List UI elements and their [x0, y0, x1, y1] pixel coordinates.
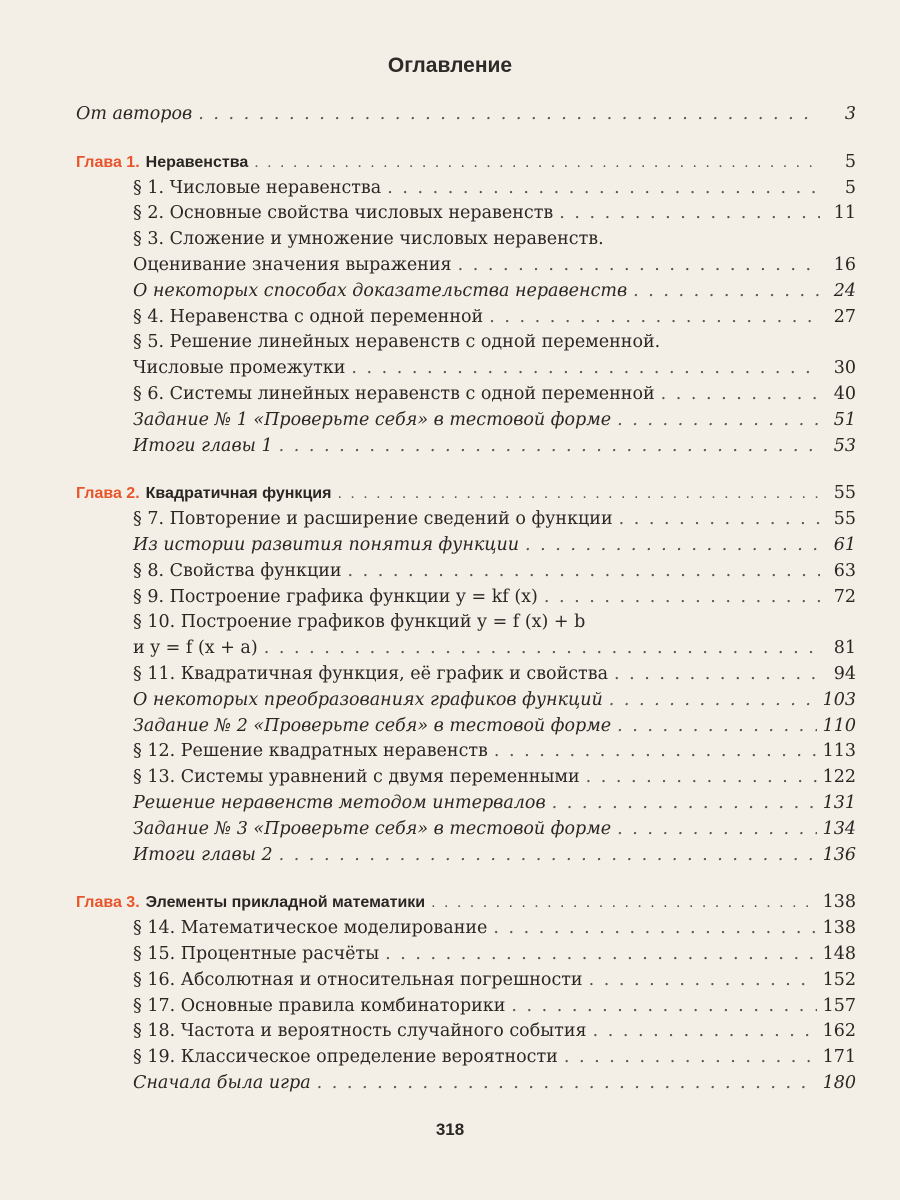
chapter-title: Квадратичная функция — [145, 485, 332, 503]
leader-dots — [552, 791, 817, 817]
leader-dots — [317, 1071, 817, 1097]
toc-entry[interactable] — [76, 817, 856, 843]
toc-entry[interactable] — [76, 253, 856, 279]
toc-entry-text: § 15. Процентные расчёты — [133, 943, 380, 964]
toc-entry-text: § 2. Основные свойства числовых неравенств — [133, 203, 554, 224]
toc-entry-page: 131 — [822, 792, 856, 813]
toc-entry[interactable] — [76, 434, 856, 460]
toc-entry[interactable] — [76, 305, 856, 331]
leader-dots — [198, 102, 820, 128]
toc-entry-page: 11 — [833, 203, 856, 224]
toc-entry-page: 113 — [822, 741, 856, 762]
chapter-title: Элементы прикладной математики — [145, 894, 426, 912]
toc-entry-text: Задание № 1 «Проверьте себя» в тестовой форме — [133, 409, 612, 430]
toc-entry-page: 81 — [833, 638, 856, 659]
toc-entry[interactable] — [76, 1045, 856, 1071]
toc-entry[interactable] — [76, 636, 856, 662]
toc-entry-continuation: Числовые промежутки — [133, 358, 346, 379]
toc-entry-text: Решение неравенств методом интервалов — [133, 792, 546, 813]
toc-entry-page: 61 — [833, 534, 856, 555]
toc-entry[interactable] — [76, 968, 856, 994]
toc-entry-page: 40 — [833, 383, 856, 404]
toc-entry-text: § 1. Числовые неравенства — [133, 177, 382, 198]
leader-dots — [493, 916, 816, 942]
leader-dots — [511, 994, 816, 1020]
leader-dots — [559, 201, 820, 227]
leader-dots — [617, 817, 817, 843]
chapter-title: Неравенства — [145, 153, 249, 171]
leader-dots — [279, 843, 817, 869]
leader-dots — [525, 533, 820, 559]
toc-entry-continuation: и y = f (x + a) — [133, 638, 258, 659]
chapter-label — [76, 150, 248, 176]
toc-entry-page: 94 — [833, 663, 856, 684]
toc-entry-text: § 12. Решение квадратных неравенств — [133, 741, 488, 762]
toc-entry-page: 138 — [822, 918, 856, 939]
toc-entry[interactable] — [76, 994, 856, 1020]
chapter-gap — [76, 459, 856, 481]
leader-dots — [617, 408, 820, 434]
chapter-page: 5 — [844, 151, 856, 172]
toc-entry-page: 27 — [833, 306, 856, 327]
toc-entry-text: О некоторых способах доказательства неравенств — [133, 280, 628, 301]
toc-entry[interactable] — [76, 201, 856, 227]
toc-entry-page: 180 — [822, 1072, 856, 1093]
leader-dots — [489, 305, 820, 331]
leader-dots — [614, 662, 820, 688]
toc-entry[interactable] — [76, 1071, 856, 1097]
leader-dots — [264, 636, 820, 662]
chapter-number: Глава 3. — [76, 894, 140, 912]
leader-dots — [586, 765, 817, 791]
chapter-page: 138 — [822, 892, 856, 913]
toc-entry-text: § 8. Свойства функции — [133, 560, 342, 581]
toc-entry-line[interactable] — [76, 330, 856, 356]
toc-entry-page: 30 — [833, 358, 856, 379]
toc-entry-text: Задание № 2 «Проверьте себя» в тестовой форме — [133, 715, 612, 736]
toc-entry[interactable] — [76, 356, 856, 382]
table-of-contents — [76, 102, 856, 1097]
leader-dots — [661, 382, 820, 408]
toc-entry[interactable] — [76, 176, 856, 202]
toc-entry-page: 16 — [833, 254, 856, 275]
chapter-label — [76, 890, 425, 916]
toc-intro[interactable] — [76, 102, 856, 128]
toc-entry-page: 5 — [844, 177, 856, 198]
toc-entry-text: § 5. Решение линейных неравенств с одной переменной. — [133, 332, 661, 353]
chapter-number: Глава 1. — [76, 153, 140, 171]
leader-dots — [494, 739, 817, 765]
toc-entry[interactable] — [76, 843, 856, 869]
toc-entry[interactable] — [76, 942, 856, 968]
toc-entry-page: 63 — [833, 560, 856, 581]
toc-entry[interactable] — [76, 916, 856, 942]
toc-entry-text: § 18. Частота и вероятность случайного события — [133, 1021, 587, 1042]
toc-entry-page: 152 — [822, 969, 856, 990]
toc-entry-page: 136 — [822, 844, 856, 865]
leader-dots — [351, 356, 820, 382]
leader-dots — [633, 279, 820, 305]
toc-entry-page: 55 — [833, 509, 856, 530]
leader-dots — [348, 559, 820, 585]
toc-entry[interactable] — [76, 662, 856, 688]
chapter-heading[interactable] — [76, 890, 856, 916]
toc-entry[interactable] — [76, 791, 856, 817]
toc-entry-page: 148 — [822, 943, 856, 964]
toc-entry-page: 103 — [822, 689, 856, 710]
page-number: 318 — [435, 1120, 465, 1139]
leader-dots — [589, 968, 817, 994]
leader-dots — [544, 585, 820, 611]
toc-entry-text: § 10. Построение графиков функций y = f (x) + b — [133, 612, 586, 633]
toc-entry-text: Задание № 3 «Проверьте себя» в тестовой форме — [133, 818, 612, 839]
toc-entry-page: 162 — [822, 1021, 856, 1042]
toc-entry-text: § 3. Сложение и умножение числовых неравенств. — [133, 229, 604, 250]
toc-entry-text: § 16. Абсолютная и относительная погрешности — [133, 969, 583, 990]
toc-entry-page: 53 — [833, 435, 856, 456]
leader-dots — [385, 942, 816, 968]
toc-entry-text: Из истории развития понятия функции — [133, 534, 520, 555]
toc-entry-text: § 9. Построение графика функции y = kf (x) — [133, 586, 538, 607]
leader-dots — [254, 150, 820, 176]
leader-dots — [279, 434, 820, 460]
toc-entry-text: Итоги главы 2 — [133, 844, 273, 865]
toc-entry[interactable] — [76, 533, 856, 559]
leader-dots — [609, 688, 817, 714]
toc-entry-text: § 17. Основные правила комбинаторики — [133, 995, 506, 1016]
toc-entry-page: 110 — [822, 715, 856, 736]
toc-entry[interactable] — [76, 739, 856, 765]
toc-entry-page: 171 — [822, 1047, 856, 1068]
toc-entry[interactable] — [76, 408, 856, 434]
toc-entry-continuation: Оценивание значения выражения — [133, 254, 452, 275]
toc-entry-line[interactable] — [76, 610, 856, 636]
toc-entry-page: 72 — [833, 586, 856, 607]
toc-entry[interactable] — [76, 765, 856, 791]
chapter-gap — [76, 868, 856, 890]
page-title: Оглавление — [387, 54, 513, 77]
chapters-list — [76, 128, 856, 1097]
toc-entry[interactable] — [76, 559, 856, 585]
toc-entry-text: § 6. Системы линейных неравенств с одной переменной — [133, 383, 655, 404]
toc-entry-text: § 14. Математическое моделирование — [133, 918, 488, 939]
toc-entry[interactable] — [76, 585, 856, 611]
toc-entry[interactable] — [76, 1019, 856, 1045]
toc-entry-page: 157 — [822, 995, 856, 1016]
toc-entry-text: § 11. Квадратичная функция, её график и свойства — [133, 663, 609, 684]
toc-entry-line[interactable] — [76, 227, 856, 253]
toc-entry-page: 51 — [833, 409, 856, 430]
toc-entry-text: § 19. Классическое определение вероятности — [133, 1047, 558, 1068]
chapter-gap — [76, 128, 856, 150]
leader-dots — [619, 507, 820, 533]
chapter-page: 55 — [833, 483, 856, 504]
toc-entry-text: О некоторых преобразованиях графиков функций — [133, 689, 603, 710]
toc-entry[interactable] — [76, 279, 856, 305]
leader-dots — [431, 890, 816, 916]
toc-entry-page: 3 — [844, 104, 856, 124]
leader-dots — [593, 1019, 817, 1045]
chapter-heading[interactable] — [76, 481, 856, 507]
toc-entry[interactable] — [76, 382, 856, 408]
leader-dots — [337, 481, 820, 507]
toc-entry-text: § 7. Повторение и расширение сведений о функции — [133, 509, 613, 530]
toc-entry-text: § 13. Системы уравнений с двумя переменными — [133, 767, 580, 788]
toc-entry-page: 24 — [833, 280, 856, 301]
toc-entry[interactable] — [76, 507, 856, 533]
toc-entry[interactable] — [76, 688, 856, 714]
toc-entry[interactable] — [76, 714, 856, 740]
toc-entry-text: От авторов — [76, 104, 193, 124]
leader-dots — [387, 176, 820, 202]
toc-entry-page: 122 — [822, 767, 856, 788]
toc-entry-text: Итоги главы 1 — [133, 435, 273, 456]
toc-entry-page: 134 — [822, 818, 856, 839]
chapter-number: Глава 2. — [76, 485, 140, 503]
chapter-heading[interactable] — [76, 150, 856, 176]
toc-entry-text: Сначала была игра — [133, 1072, 311, 1093]
chapter-label — [76, 481, 331, 507]
leader-dots — [617, 714, 817, 740]
leader-dots — [564, 1045, 817, 1071]
leader-dots — [458, 253, 820, 279]
toc-entry-text: § 4. Неравенства с одной переменной — [133, 306, 484, 327]
